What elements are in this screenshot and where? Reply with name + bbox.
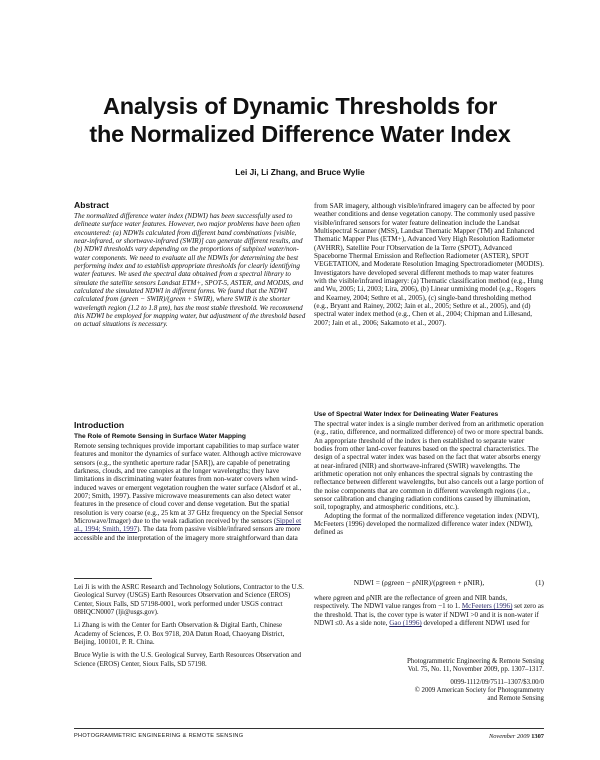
journal-copyright-2: and Remote Sensing bbox=[487, 695, 544, 703]
journal-name: Photogrammetric Engineering & Remote Sensing bbox=[406, 658, 544, 665]
affiliation-wylie: Bruce Wylie is with the U.S. Geological Survey, Earth Resources Observation and Science (EROS) Center, Sioux Falls, SD 57198. bbox=[74, 652, 302, 668]
equation-text: NDWI = (ρgreen − ρNIR)/(ρgreen + ρNIR), bbox=[353, 578, 485, 587]
spectral-subheading: Use of Spectral Water Index for Delineating Water Features bbox=[314, 411, 499, 418]
introduction-heading: Introduction bbox=[74, 420, 125, 430]
abstract-section bbox=[74, 200, 310, 329]
equation-number: (1) bbox=[535, 578, 544, 587]
spectral-paragraph-3: where ρgreen and ρNIR are the reflectance of green and NIR bands, respectively. The NDWI value ranges from −1 to 1. McFeeters (1996) set zero as the threshold. That is, the cover type is water if NDWI >0 and it is non-water if NDWI ≤0. As a side note, Gao (1996) developed a different NDWI used for bbox=[314, 594, 544, 628]
title-line-2: the Normalized Difference Water Index bbox=[89, 121, 511, 147]
title-line-1: Analysis of Dynamic Thresholds for bbox=[102, 93, 498, 119]
footer-date: November 2009 bbox=[488, 733, 530, 740]
footnote-divider bbox=[74, 578, 152, 579]
introduction-section bbox=[74, 420, 310, 542]
journal-issn: 0099-1112/09/7511–1307/$3.00/0 bbox=[450, 678, 544, 686]
equation-1 bbox=[314, 578, 544, 587]
affiliation-zhang: Li Zhang is with the Center for Earth Observation & Digital Earth, Chinese Academy of Sciences, P. O. Box 9718, 20A Datun Road, Chaoyang District, Beijing, 100101, P. R. China. bbox=[74, 622, 285, 647]
affiliation-ji: Lei Ji is with the ASRC Research and Technology Solutions, Contractor to the U.S. Geological Survey (USGS) Earth Resources Observation and Science (EROS) Center, Sioux Falls, SD 57198-0001, work performed under USGS contract 08HQCN0007 (lji@usgs.gov). bbox=[74, 584, 304, 617]
author-list: Lei Ji, Li Zhang, and Bruce Wylie bbox=[235, 167, 365, 177]
abstract-heading: Abstract bbox=[74, 200, 109, 210]
footer-divider bbox=[74, 728, 544, 729]
intro-subheading: The Role of Remote Sensing in Surface Water Mapping bbox=[74, 433, 246, 440]
journal-copyright: © 2009 American Society for Photogrammetry bbox=[414, 686, 544, 694]
citation-link[interactable]: Sippel et al., 1994; Smith, 1997 bbox=[74, 517, 302, 534]
affiliations bbox=[74, 584, 304, 674]
intro-continued bbox=[314, 202, 544, 327]
journal-volume: Vol. 75, No. 11, November 2009, pp. 1307–1317. bbox=[407, 666, 544, 674]
spectral-paragraph-2: Adopting the format of the normalized difference vegetation index (NDVI), McFeeters (1996) developed the normalized difference water index (NDWI), defined as bbox=[314, 511, 539, 537]
page-number: 1307 bbox=[531, 733, 544, 740]
paper-title bbox=[0, 92, 600, 148]
spectral-index-section bbox=[314, 410, 544, 537]
journal-info bbox=[358, 658, 544, 707]
footer-journal: PHOTOGRAMMETRIC ENGINEERING & REMOTE SENSING bbox=[74, 733, 244, 739]
footer-page-info bbox=[489, 733, 544, 740]
intro-paragraph-2: from SAR imagery, although visible/infrared imagery can be affected by poor weather conditions and dense vegetation canopy. The commonly used passive visible/infrared sensors for water feature delineation include the Landsat Multispectral Scanner (MSS), Landsat Thematic Mapper (TM) and Enhanced Thematic Mapper Plus (ETM+), Advanced Very High Resolution Radiometer (AVHRR), Satellite Pour l'Observation de la Terre (SPOT), Advanced Spaceborne Thermal Emission and Reflection Radiometer (ASTER), SPOT VEGETATION, and Moderate Resolution Imaging Spectroradiometer (MODIS). Investigators have developed several different methods to map water features with the visible/infrared imagery: (a) Thematic classification method (e.g., Hung and Wu, 2005; Li, 2003; Lira, 2006), (b) Linear unmixing model (e.g., Rogers and Kearney, 2004; Sethre et al., 2005), (c) single-band thresholding method (e.g., Bryant and Rainey, 2002; Jain et al., 2005; Sethre et al., 2005), and (d) spectral water index method (e.g., Chen et al., 2004; Chipman and Lillesand, 2007; Jain et al., 2006; Sakamoto et al., 2007). bbox=[314, 202, 544, 327]
abstract-text: The normalized difference water index (NDWI) has been successfully used to delineate surface water features. However, two major problems have been often encountered: (a) NDWIs calculated from different band combinations [visible, near-infrared, or shortwave-infrared (SWIR)] can generate different results, and (b) NDWI thresholds vary depending on the proportions of subpixel water/non-water components. We need to evaluate all the NDWIs for determining the best performing index and to establish appropriate thresholds for clearly identifying water features. We used the spectral data obtained from a spectral library to simulate the satellite sensors Landsat ETM+, SPOT-5, ASTER, and MODIS, and calculated the simulated NDWI in different forms. We found that the NDWI calculated from (green − SWIR)/(green + SWIR), where SWIR is the shorter wavelength region (1.2 to 1.8 μm), has the most stable threshold. We recommend this NDWI be employed for mapping water, but adjustment of the threshold based on actual situations is necessary. bbox=[74, 212, 306, 329]
citation-link[interactable]: McFeeters (1996) bbox=[461, 602, 513, 611]
intro-paragraph: Remote sensing techniques provide important capabilities to map surface water features and monitor the dynamics of surface water. Although active microwave sensors (e.g., the synthetic aperture radar [SAR]), are capable of penetrating darkness, clouds, and tree canopies at the longer wavelengths; they have limitations in discriminating water features from non-water covers when wind-induced waves or emergent vegetation roughen the water surface (Alsdorf et al., 2007; Smith, 1997). Passive microwave measurements can also detect water features in the presence of cloud cover and dense vegetation. But the spatial resolution is very coarse (e.g., 25 km at 37 GHz frequency on the Special Sensor Microwave/Imager) due to the weak radiation received by the sensors (Sippel et al., 1994; Smith, 1997). The data from passive visible/infrared sensors are more accessible and the interpretation of the imagery more straightforward than data bbox=[74, 442, 304, 542]
citation-link[interactable]: Gao (1996) bbox=[389, 619, 422, 628]
spectral-paragraph-1: The spectral water index is a single number derived from an arithmetic operation (e.g., ratio, difference, and normalized difference) of two or more spectral bands. An appropriate threshold of the index is then established to separate water bodies from other land-cover features based on the spectral characteristics. The design of a spectral water index was based on the fact that water absorbs energy at near-infrared (NIR) and shortwave-infrared (SWIR) wavelengths. The arithmetic operation not only enhances the spectral signals by contrasting the reflectance between different wavelengths, but also cancels out a large portion of the noise components that are common in different wavelength regions (i.e., sensor calibration and changing radiation conditions caused by illumination, soil, topography, and atmospheric conditions, etc.). bbox=[314, 420, 544, 512]
